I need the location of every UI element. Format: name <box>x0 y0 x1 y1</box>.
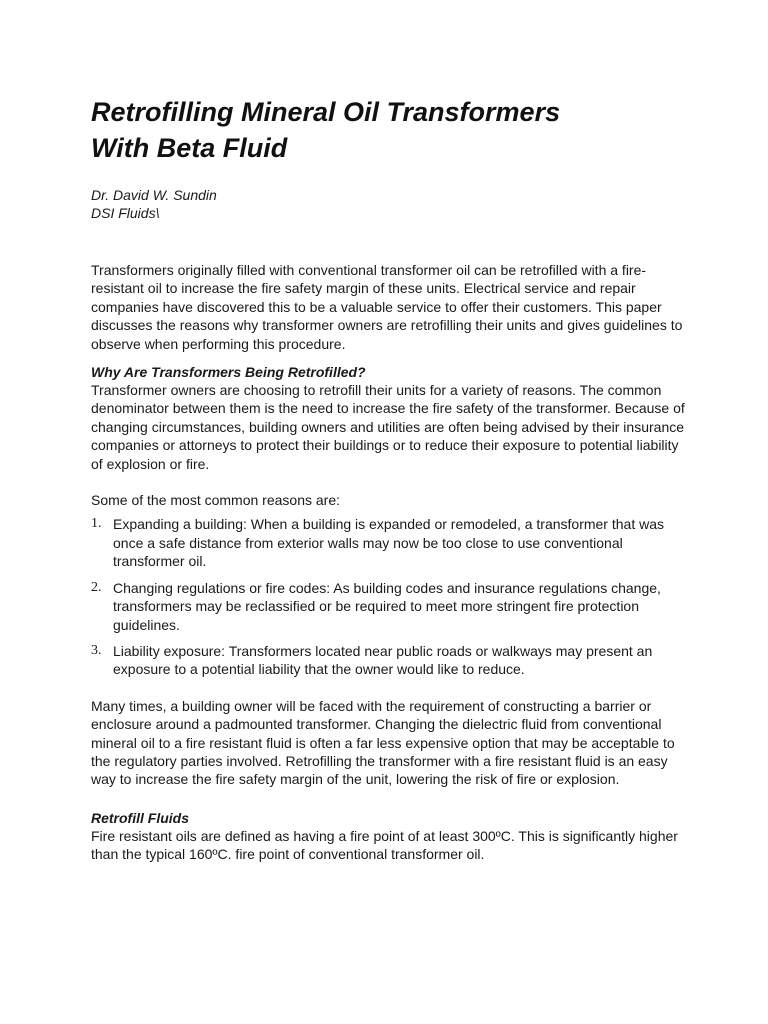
list-item-text: Expanding a building: When a building is expanded or remodeled, a transformer that was once a safe distance from exterior walls may now be too close to use conventional transformer oil. <box>113 516 664 570</box>
list-item <box>91 579 691 634</box>
document-title <box>91 94 691 166</box>
author-block <box>91 186 691 222</box>
reasons-list <box>91 515 691 678</box>
list-item-text: Liability exposure: Transformers located near public roads or walkways may present an exposure to a potential liability that the owner would like to reduce. <box>113 642 653 678</box>
section-heading-why-retrofilled: Why Are Transformers Being Retrofilled? <box>91 364 366 381</box>
list-item <box>91 642 691 679</box>
author-organization: DSI Fluids\ <box>91 205 160 221</box>
reasons-list-intro: Some of the most common reasons are: <box>91 492 340 509</box>
section-heading-retrofill-fluids: Retrofill Fluids <box>91 809 189 826</box>
list-item-number: 3. <box>91 642 102 658</box>
list-item-number: 2. <box>91 579 102 595</box>
closing-paragraph: Many times, a building owner will be faced with the requirement of constructing a barrier or enclosure around a padmounted transformer. Changing the dielectric fluid from conventional mineral oil to a fire resistant fluid is often a far less expensive option that may be acceptable to the regulatory parties involved. Retrofilling the transformer with a fire resistant fluid is an easy way to increase the fire safety margin of the unit, lowering the risk of fire or explosion. <box>91 697 675 788</box>
title-line-2: With Beta Fluid <box>91 133 288 163</box>
list-item-number: 1. <box>91 516 102 532</box>
document-page <box>91 94 691 864</box>
author-name: Dr. David W. Sundin <box>91 187 217 203</box>
section-paragraph-retrofill-fluids: Fire resistant oils are defined as having a fire point of at least 300ºC. This is significantly higher than the typical 160ºC. fire point of conventional transformer oil. <box>91 827 678 863</box>
intro-paragraph: Transformers originally filled with conventional transformer oil can be retrofilled with a fire-resistant oil to increase the fire safety margin of these units. Electrical service and repair companies have discovered this to be a valuable service to offer their customers. This paper discusses the reasons why transformer owners are retrofilling their units and gives guidelines to observe when performing this procedure. <box>91 262 683 352</box>
list-item <box>91 515 691 570</box>
list-item-text: Changing regulations or fire codes: As building codes and insurance regulations change, transformers may be reclassified or be required to meet more stringent fire protection guidelines. <box>113 579 661 633</box>
title-line-1: Retrofilling Mineral Oil Transformers <box>91 97 561 127</box>
section-paragraph-why-retrofilled: Transformer owners are choosing to retrofill their units for a variety of reasons. The common denominator between them is the need to increase the fire safety of the transformer. Because of changing circumstances, building owners and utilities are often being advised by their insurance companies or attorneys to protect their buildings or to reduce their exposure to potential liability of explosion or fire. <box>91 382 685 472</box>
